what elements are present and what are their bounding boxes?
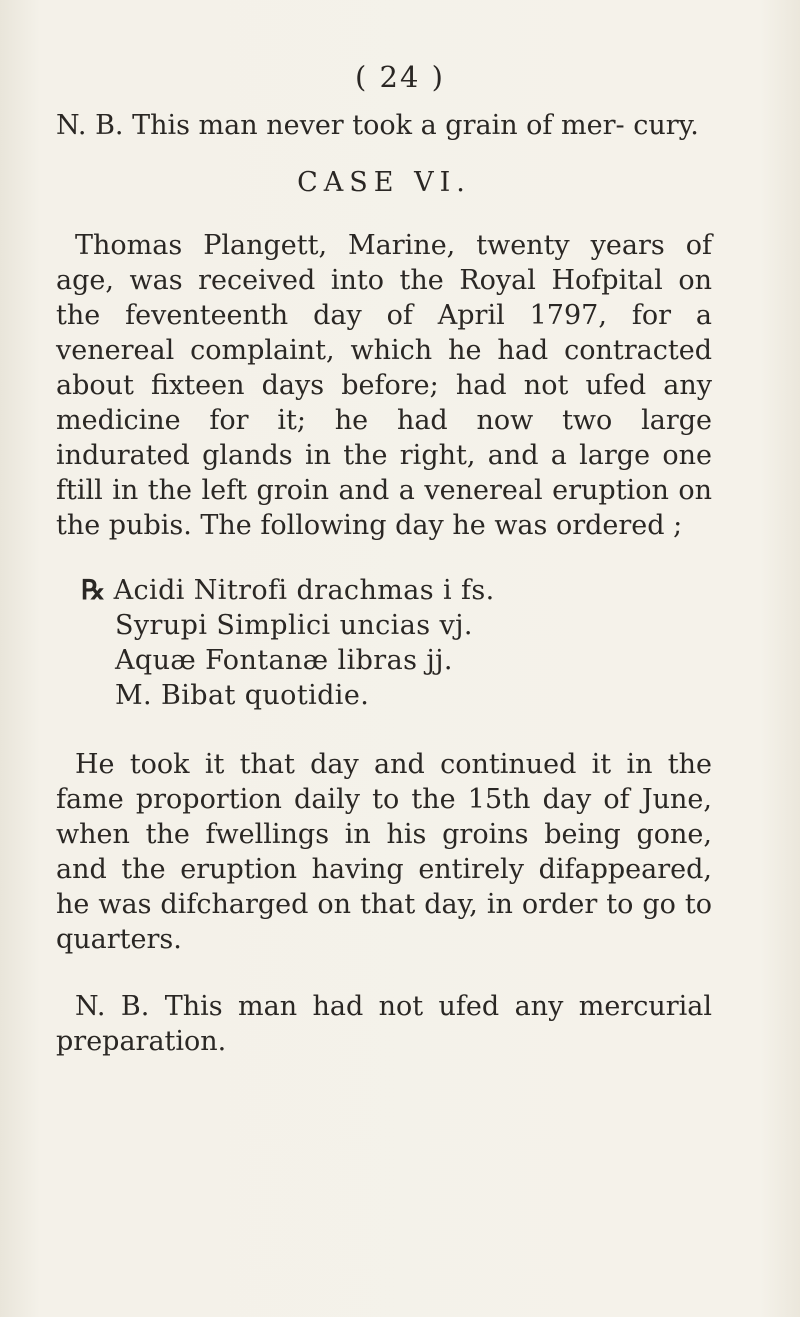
page-number: ( 24 ) (355, 60, 445, 94)
note-mercury: N. B. This man never took a grain of mer- cury. (56, 110, 699, 141)
spacer (56, 957, 712, 989)
prescription-line-1 (81, 573, 712, 608)
page-content (56, 108, 712, 1059)
prescription-line-4: M. Bibat quotidie. (115, 680, 370, 711)
recipe-rx-icon: ℞ (81, 575, 106, 606)
prescription-line-3: Aquæ Fontanæ libras jj. (115, 645, 453, 676)
note-mercurial: N. B. This man had not ufed any mercurial preparation. (56, 991, 712, 1057)
case-description: Thomas Plangett, Marine, twenty years of age, was received into the Royal Hofpital on the feventeenth day of April 1797, for a venereal complaint, which he had contracted about fixteen days before; had not ufed any medicine for it; he had now two large indurated glands in the right, and a large one ftill in the left groin and a venereal eruption on the pubis. The following day he was ordered ; (56, 230, 712, 541)
prescription (81, 573, 712, 713)
prescription-line-2: Syrupi Simplici uncias vj. (115, 610, 473, 641)
prescription-ingredient: Acidi Nitrofi drachmas i fs. (113, 575, 495, 606)
treatment-outcome: He took it that day and continued it in the fame proportion daily to the 15th day of June, when the fwellings in his groins being gone, and the eruption having entirely difappeared, he was difcharged on that day, in order to go to quarters. (56, 749, 712, 955)
case-heading: CASE VI. (297, 167, 471, 198)
